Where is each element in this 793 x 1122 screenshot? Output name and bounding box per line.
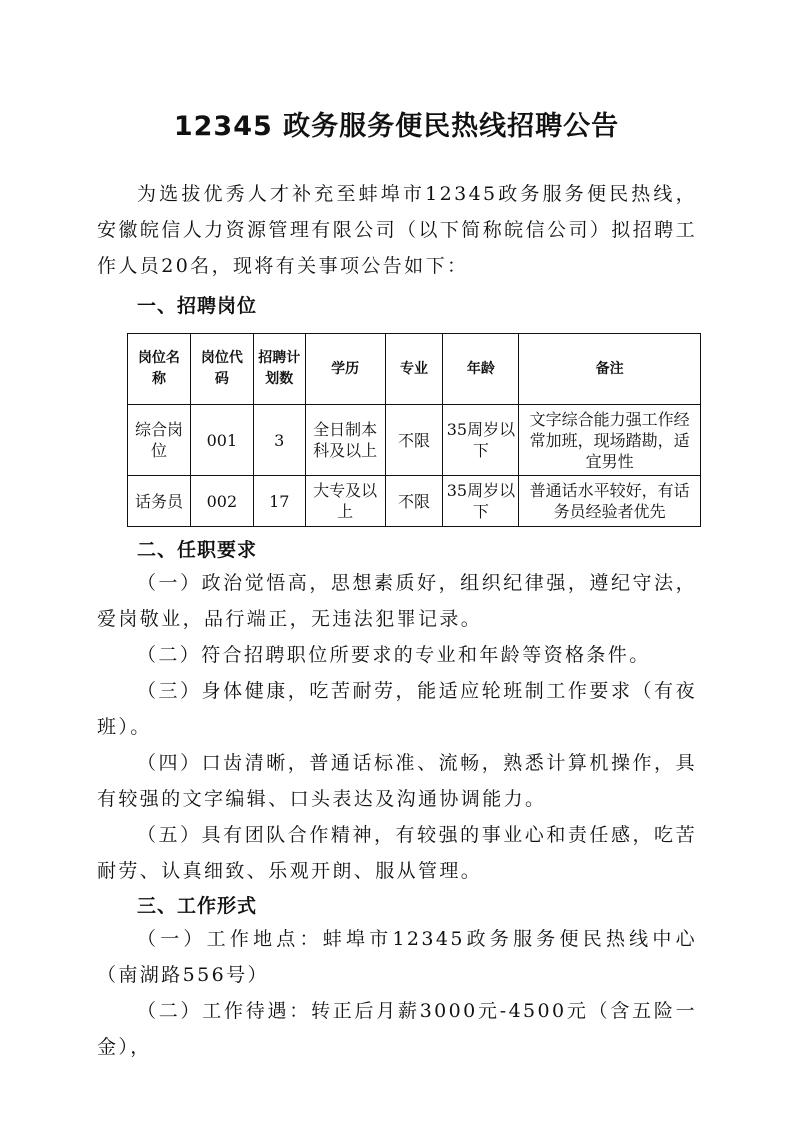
col-header-plan-count: 招聘计划数 (253, 334, 305, 405)
table-header-row (128, 334, 701, 405)
table-row (128, 476, 701, 527)
work-item-2: （二）工作待遇：转正后月薪3000元-4500元（含五险一金）， (97, 1000, 697, 1058)
cell-major: 不限 (385, 405, 443, 476)
cell-age: 35周岁以下 (443, 476, 519, 527)
section-heading-requirements: 二、任职要求 (137, 539, 258, 561)
requirement-item-2: （二）符合招聘职位所要求的专业和年龄等资格条件。 (137, 644, 651, 666)
cell-education: 全日制本科及以上 (305, 405, 385, 476)
cell-plan-count: 3 (253, 405, 305, 476)
table-row (128, 405, 701, 476)
cell-remarks: 文字综合能力强工作经常加班，现场踏勘，适宜男性 (519, 405, 701, 476)
intro-paragraph: 为选拔优秀人才补充至蚌埠市12345政务服务便民热线，安徽皖信人力资源管理有限公司（以下简称皖信公司）拟招聘工作人员20名，现将有关事项公告如下： (97, 183, 697, 277)
cell-position-name: 综合岗位 (128, 405, 191, 476)
cell-age: 35周岁以下 (443, 405, 519, 476)
cell-position-code: 001 (190, 405, 253, 476)
cell-major: 不限 (385, 476, 443, 527)
col-header-position-name: 岗位名称 (128, 334, 191, 405)
col-header-education: 学历 (305, 334, 385, 405)
col-header-position-code: 岗位代码 (190, 334, 253, 405)
col-header-remarks: 备注 (519, 334, 701, 405)
section-heading-work: 三、工作形式 (137, 895, 258, 917)
col-header-age: 年龄 (443, 334, 519, 405)
cell-education: 大专及以上 (305, 476, 385, 527)
document-title: 12345 政务服务便民热线招聘公告 (173, 111, 620, 142)
requirement-item-4: （四）口齿清晰，普通话标准、流畅，熟悉计算机操作，具有较强的文字编辑、口头表达及沟通协调能力。 (97, 752, 697, 810)
cell-position-name: 话务员 (128, 476, 191, 527)
cell-position-code: 002 (190, 476, 253, 527)
requirement-item-3: （三）身体健康，吃苦耐劳，能适应轮班制工作要求（有夜班）。 (97, 680, 697, 738)
col-header-major: 专业 (385, 334, 443, 405)
work-item-1: （一）工作地点：蚌埠市12345政务服务便民热线中心（南湖路556号） (97, 928, 697, 986)
section-heading-positions: 一、招聘岗位 (137, 295, 258, 317)
cell-remarks: 普通话水平较好，有话务员经验者优先 (519, 476, 701, 527)
positions-table (127, 333, 701, 527)
requirement-item-5: （五）具有团队合作精神，有较强的事业心和责任感，吃苦耐劳、认真细致、乐观开朗、服从管理。 (97, 824, 697, 882)
cell-plan-count: 17 (253, 476, 305, 527)
requirement-item-1: （一）政治觉悟高，思想素质好，组织纪律强，遵纪守法，爱岗敬业，品行端正，无违法犯罪记录。 (97, 572, 697, 630)
